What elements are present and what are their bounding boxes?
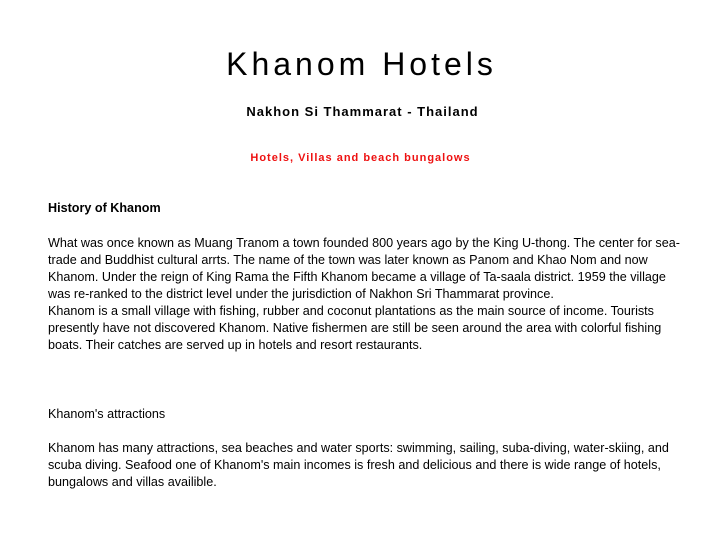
history-paragraph-2: Khanom is a small village with fishing, rubber and coconut plantations as the main source of income. Tourists presently have not discovered Khanom. Native fishermen are still be seen around the area with colorful fishing boats. Their catches are served up in hotels and resort restaurants. [48,304,662,352]
history-heading: History of Khanom [48,201,161,215]
main-content [48,200,680,491]
spacer [48,217,680,235]
history-paragraph-1: What was once known as Muang Tranom a town founded 800 years ago by the King U-thong. The center for sea-trade and Buddhist cultural arrts. The name of the town was later known as Panom and Khao Nom and now Khanom. Under the reign of King Rama the Fifth Khanom became a village of Ta-saala district. 1959 the village was re-ranked to the district level under the jurisdiction of Nakhon Sri Thammarat province. [48,236,680,301]
location-subtitle: Nakhon Si Thammarat - Thailand [246,104,479,119]
site-title: Khanom Hotels [226,46,497,82]
attractions-paragraph: Khanom has many attractions, sea beaches and water sports: swimming, sailing, suba-diving, water-skiing, and scuba diving. Seafood one of Khanom's main incomes is fresh and delicious and there is wide range of hotels, bungalows and villas availible. [48,441,669,489]
attractions-heading: Khanom's attractions [48,407,166,421]
spacer [48,354,680,406]
spacer [48,423,680,440]
tagline: Hotels, Villas and beach bungalows [250,152,471,164]
